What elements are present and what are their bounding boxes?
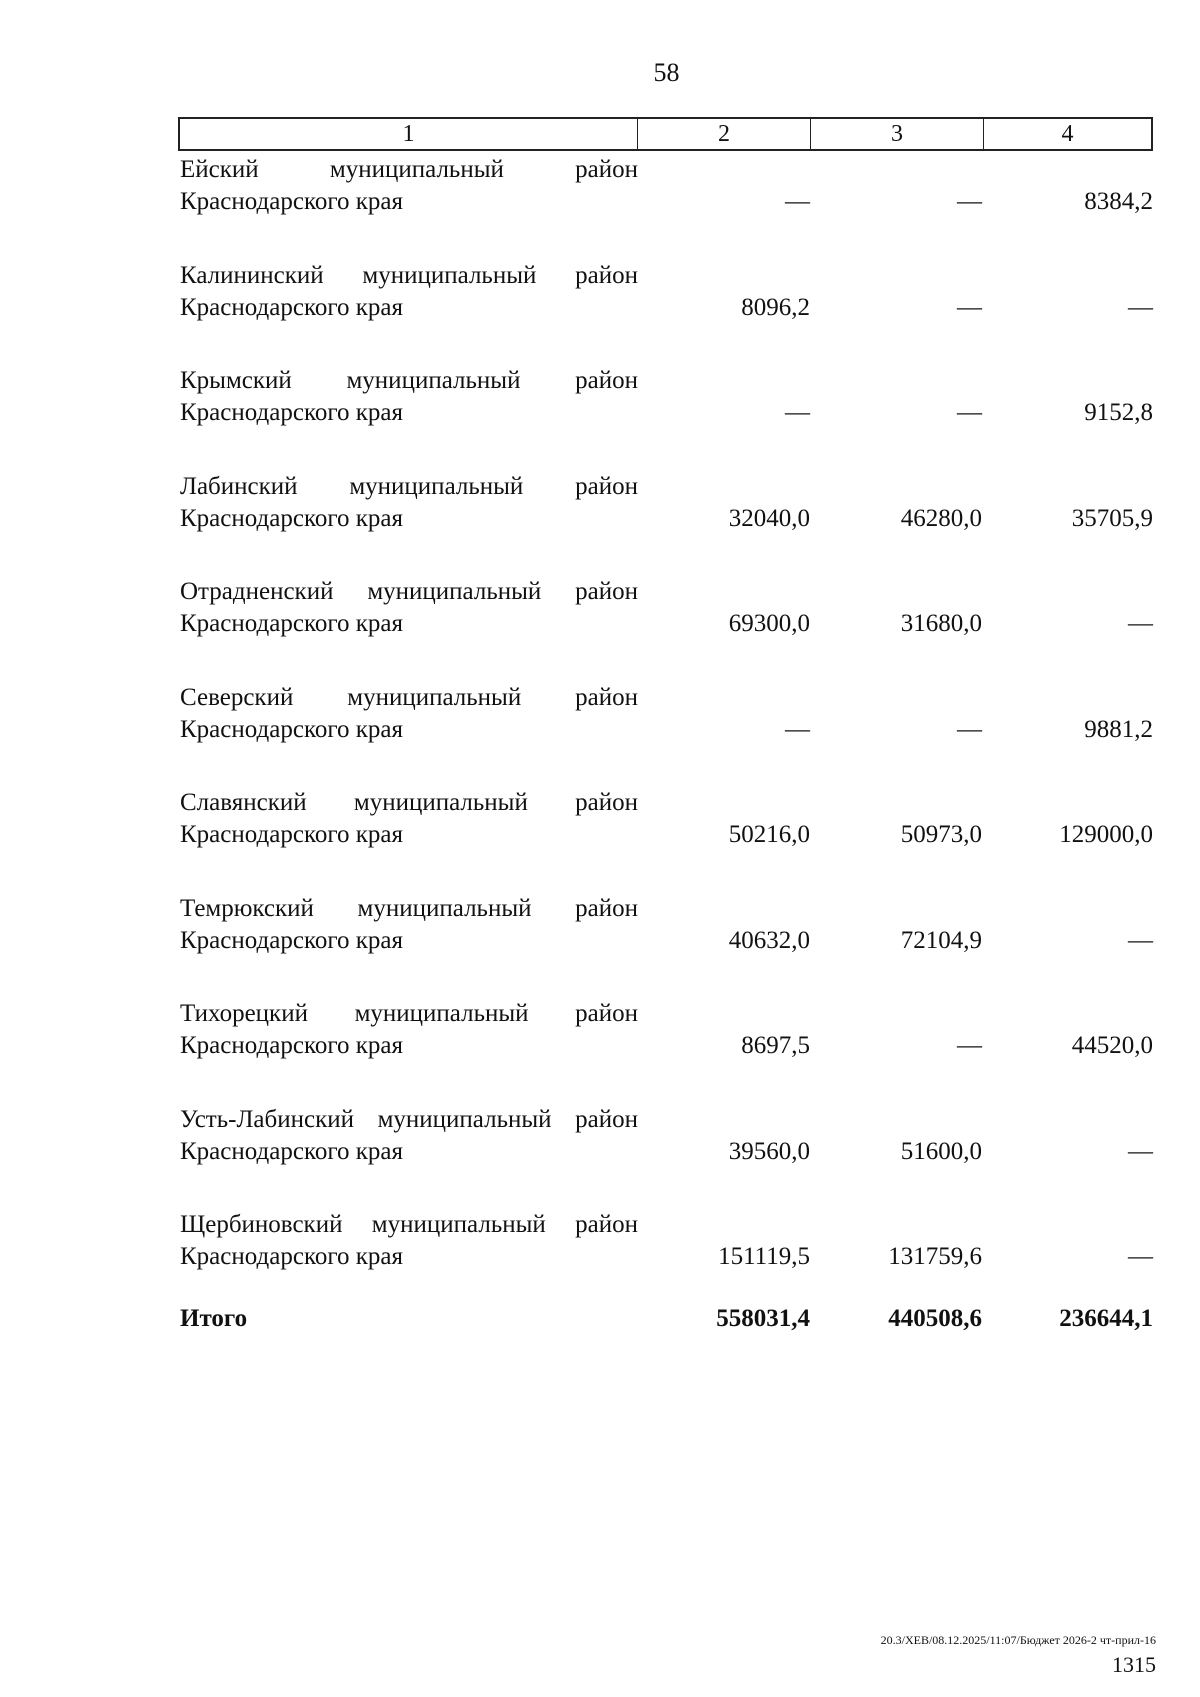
row-col2: 50216,0	[728, 821, 810, 848]
row-col3: 72104,9	[900, 926, 982, 954]
row-name: Отрадненский муниципальный район Краснодарского края	[180, 578, 638, 637]
row-name: Темрюкский муниципальный район Краснодарского края	[180, 894, 638, 954]
row-col4: 129000,0	[1059, 821, 1153, 848]
table-row	[180, 1100, 1153, 1206]
row-name: Калининский муниципальный район Краснодарского края	[180, 261, 638, 321]
row-col3: 50973,0	[900, 821, 982, 848]
row-col4: —	[1128, 926, 1153, 954]
table-row	[180, 1205, 1153, 1311]
row-col2: 151119,5	[718, 1243, 810, 1270]
row-col2: 8697,5	[741, 1032, 810, 1059]
row-name: Щербиновский муниципальный район Краснодарского края	[180, 1211, 638, 1270]
row-col2: 40632,0	[728, 926, 810, 954]
row-col4: —	[1128, 1243, 1153, 1270]
total-label: Итого	[180, 1304, 248, 1332]
row-name: Славянский муниципальный район Краснодарского края	[180, 789, 638, 848]
row-col4: —	[1128, 293, 1153, 321]
row-name: Крымский муниципальный район Краснодарского края	[180, 367, 638, 426]
total-col2: 558031,4	[716, 1304, 810, 1332]
row-col3: 131759,6	[888, 1243, 982, 1270]
table-row	[180, 994, 1153, 1100]
row-col4: 8384,2	[1084, 188, 1153, 215]
row-col3: 46280,0	[900, 504, 982, 532]
row-name: Усть-Лабинский муниципальный район Краснодарского края	[180, 1105, 638, 1165]
total-col3: 440508,6	[888, 1304, 982, 1332]
row-col2: 32040,0	[728, 504, 810, 532]
row-col4: 9152,8	[1084, 399, 1153, 426]
table-body	[180, 150, 1153, 1335]
table-row	[180, 889, 1153, 995]
table-row	[180, 572, 1153, 678]
row-col3: 31680,0	[900, 610, 982, 637]
table-row	[180, 361, 1153, 467]
header-col-4: 4	[1061, 121, 1074, 147]
row-col2: —	[785, 188, 810, 215]
row-col2: 69300,0	[728, 610, 810, 637]
header-col-3: 3	[811, 119, 984, 149]
row-name: Лабинский муниципальный район Краснодарского края	[180, 472, 638, 532]
row-col3: 51600,0	[900, 1137, 982, 1165]
table-row	[180, 678, 1153, 784]
row-col2: 8096,2	[741, 293, 810, 321]
page-number: 58	[653, 58, 680, 87]
row-name: Северский муниципальный район Краснодарского края	[180, 683, 638, 743]
row-col2: —	[785, 399, 810, 426]
row-col3: —	[957, 293, 982, 321]
table-row	[180, 467, 1153, 573]
row-col3: —	[957, 399, 982, 426]
row-col2: —	[785, 715, 810, 743]
header-col-1: 1	[180, 119, 638, 149]
total-row	[180, 1303, 1153, 1335]
row-col2: 39560,0	[728, 1137, 810, 1165]
document-meta: 20.3/ХЕВ/08.12.2025/11:07/Бюджет 2026-2 чт-прил-16	[880, 1633, 1156, 1647]
table-row	[180, 150, 1153, 256]
row-col4: —	[1128, 610, 1153, 637]
row-col3: —	[957, 188, 982, 215]
sheet-number: 1315	[1112, 1652, 1156, 1677]
row-name: Тихорецкий муниципальный район Краснодарского края	[180, 1000, 638, 1059]
row-col3: —	[957, 1032, 982, 1059]
table-row	[180, 256, 1153, 362]
total-col4: 236644,1	[1059, 1304, 1153, 1332]
row-col3: —	[957, 715, 982, 743]
table-header-row	[178, 117, 1153, 151]
row-col4: 44520,0	[1071, 1032, 1153, 1059]
row-col4: 9881,2	[1084, 715, 1153, 743]
row-name: Ейский муниципальный район Краснодарского края	[180, 156, 638, 215]
header-col-2: 2	[638, 119, 811, 149]
table-row	[180, 783, 1153, 889]
row-col4: 35705,9	[1071, 504, 1153, 532]
row-col4: —	[1128, 1137, 1153, 1165]
